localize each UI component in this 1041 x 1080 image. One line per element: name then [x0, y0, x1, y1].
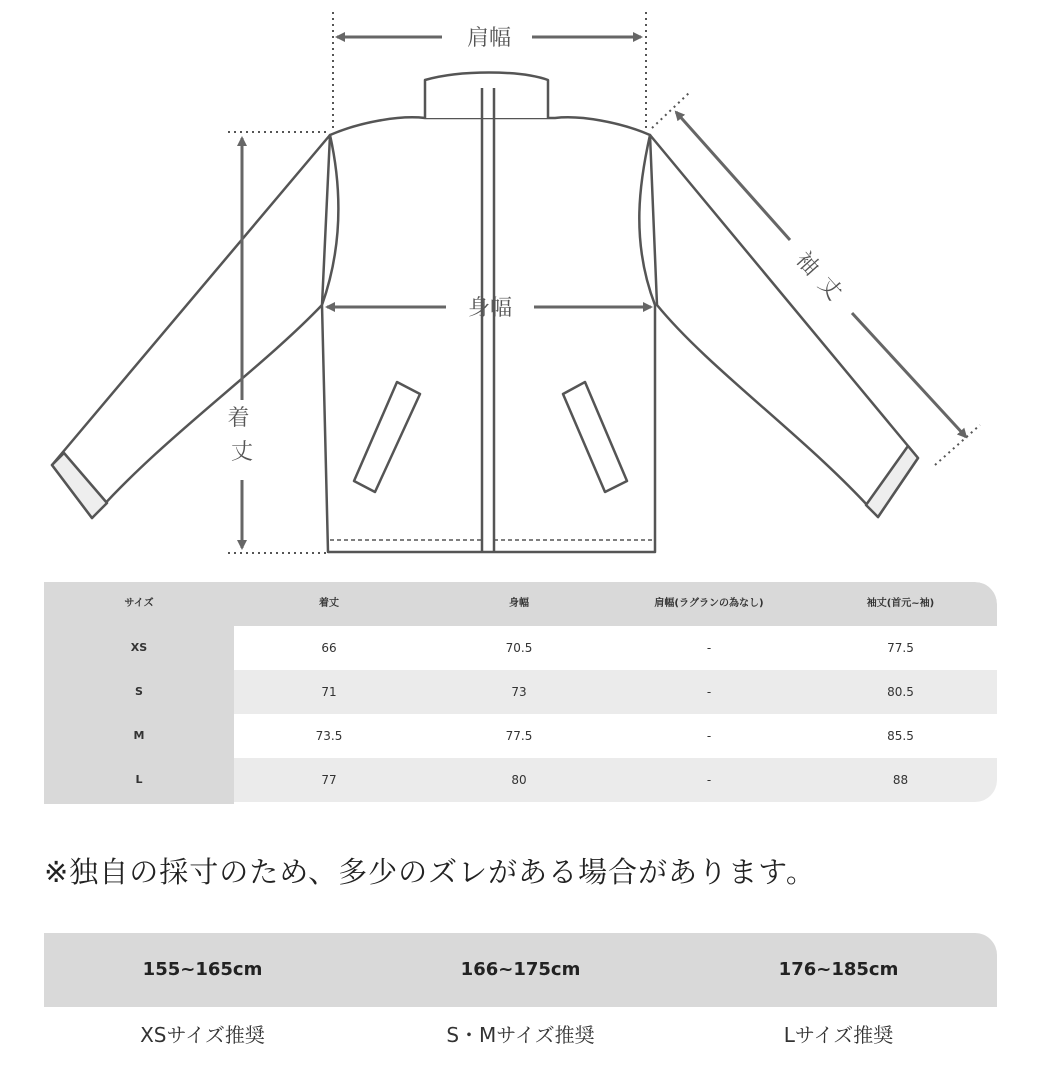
table-row	[44, 626, 997, 670]
row-shoulder: -	[706, 773, 712, 787]
header-length: 着丈	[319, 598, 339, 609]
table-row	[44, 758, 997, 802]
row-sleeve: 85.5	[887, 729, 914, 743]
height-range-2: 166~175cm	[460, 959, 581, 980]
row-size: XS	[130, 641, 148, 654]
sleeve-label-char-2: 丈	[812, 272, 847, 306]
row-body-width: 73	[511, 685, 527, 699]
header-sleeve: 袖丈(首元~袖)	[866, 598, 935, 609]
length-label	[227, 406, 256, 465]
header-size: サイズ	[124, 598, 154, 609]
size-table	[44, 582, 997, 804]
row-sleeve: 77.5	[887, 641, 914, 655]
height-range-1: 155~165cm	[142, 959, 263, 980]
row-body-width: 77.5	[505, 729, 533, 743]
body-width-label: 身幅	[467, 296, 513, 321]
row-sleeve: 80.5	[887, 685, 914, 699]
length-label-char-2: 丈	[230, 440, 254, 465]
table-row	[44, 670, 997, 714]
header-body-width: 身幅	[509, 598, 529, 609]
sleeve-label-char-1: 袖	[790, 247, 824, 281]
row-shoulder: -	[706, 685, 712, 699]
sleeve-label	[791, 247, 847, 305]
header-shoulder: 肩幅(ラグランの為なし)	[654, 598, 764, 609]
size-table-header	[44, 582, 997, 626]
recommended-size-3: Lサイズ推奨	[783, 1023, 894, 1047]
row-shoulder: -	[706, 729, 712, 743]
row-length: 73.5	[315, 729, 343, 743]
length-label-char-1: 着	[227, 406, 250, 431]
row-size: L	[135, 773, 143, 786]
height-range-3: 176~185cm	[778, 959, 899, 980]
row-size: S	[135, 685, 143, 698]
recommended-size-1: XSサイズ推奨	[140, 1023, 265, 1047]
row-body-width: 80	[511, 773, 527, 787]
row-sleeve: 88	[892, 773, 909, 787]
row-length: 71	[321, 685, 337, 699]
row-size: M	[133, 729, 145, 742]
row-body-width: 70.5	[505, 641, 533, 655]
measurement-note: ※独自の採寸のため、多少のズレがある場合があります。	[44, 855, 816, 889]
recommendation-table	[44, 933, 997, 1063]
table-row	[44, 714, 997, 758]
row-length: 77	[321, 773, 337, 787]
shoulder-width-label: 肩幅	[466, 26, 512, 51]
row-length: 66	[321, 641, 337, 655]
recommended-size-2: S・Mサイズ推奨	[446, 1023, 595, 1047]
row-shoulder: -	[706, 641, 712, 655]
